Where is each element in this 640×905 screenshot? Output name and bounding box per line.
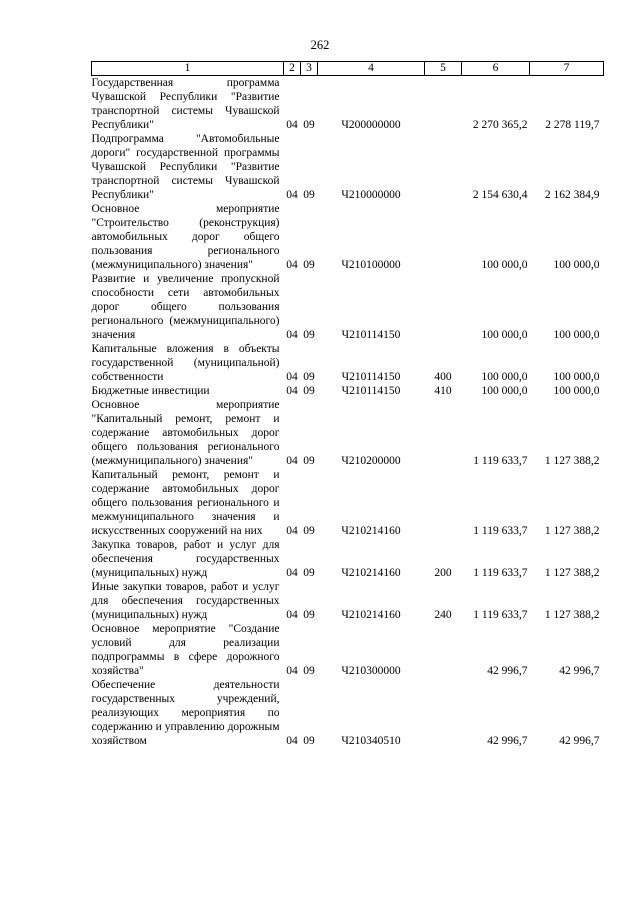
row-expense-type-cell: 410 <box>434 385 452 397</box>
row-subsection-cell: 09 <box>303 735 315 747</box>
table-row <box>92 76 604 133</box>
row-name-cell: Иные закупки товаров, работ и услуг для обеспечения государственных (муниципальных) нужд <box>91 581 280 621</box>
row-target-article-cell: Ч200000000 <box>341 119 401 131</box>
row-amount-year2-cell: 100 000,0 <box>553 329 600 341</box>
row-name-cell: Бюджетные инвестиции <box>91 385 210 397</box>
row-target-article-cell: Ч210114150 <box>341 385 401 397</box>
row-name-cell: Развитие и увеличение пропускной способности сети автомобильных дорог общего пользования регионального (межмуниципального) значения <box>91 273 280 341</box>
row-subsection-cell: 09 <box>303 259 315 271</box>
row-expense-type-cell <box>425 132 462 202</box>
row-name-cell: Закупка товаров, работ и услуг для обеспечения государственных (муниципальных) нужд <box>91 539 280 579</box>
table-row <box>92 272 604 342</box>
row-amount-year1-cell: 100 000,0 <box>481 329 528 341</box>
row-amount-year2-cell: 1 127 388,2 <box>544 609 600 621</box>
row-name-cell: Капитальный ремонт, ремонт и содержание автомобильных дорог общего пользования регионального и межмуниципального значения и искусственных сооружений на них <box>91 469 280 537</box>
table-header-row <box>92 62 604 76</box>
row-expense-type-cell: 200 <box>434 567 452 579</box>
row-subsection-cell: 09 <box>303 119 315 131</box>
row-expense-type-cell <box>425 398 462 468</box>
row-name-cell: Капитальные вложения в объекты государственной (муниципальной) собственности <box>91 343 280 383</box>
row-subsection-cell: 09 <box>303 525 315 537</box>
row-amount-year2-cell: 100 000,0 <box>553 385 600 397</box>
row-expense-type-cell: 240 <box>434 609 452 621</box>
row-expense-type-cell <box>425 202 462 272</box>
header-col-6: 6 <box>462 62 530 76</box>
table-row <box>92 580 604 622</box>
row-name-cell: Основное мероприятие "Капитальный ремонт, ремонт и содержание автомобильных дорог общего пользования регионального (межмуниципального) значения" <box>91 399 280 467</box>
row-name-cell: Основное мероприятие "Строительство (реконструкция) автомобильных дорог общего пользования регионального (межмуниципального) значения" <box>91 203 280 271</box>
row-target-article-cell: Ч210114150 <box>341 371 401 383</box>
budget-table <box>91 61 604 748</box>
row-amount-year1-cell: 1 119 633,7 <box>473 455 528 467</box>
row-amount-year1-cell: 1 119 633,7 <box>473 567 528 579</box>
header-col-2: 2 <box>284 62 301 76</box>
row-name-cell: Обеспечение деятельности государственных учреждений, реализующих мероприятия по содержанию и управлению дорожным хозяйством <box>91 679 280 747</box>
header-col-5: 5 <box>425 62 462 76</box>
row-amount-year1-cell: 2 270 365,2 <box>472 119 528 131</box>
row-section-cell: 04 <box>286 189 298 201</box>
row-subsection-cell: 09 <box>303 329 315 341</box>
row-amount-year1-cell: 42 996,7 <box>487 735 528 747</box>
row-target-article-cell: Ч210000000 <box>341 189 401 201</box>
row-expense-type-cell <box>425 622 462 678</box>
row-amount-year2-cell: 100 000,0 <box>553 371 600 383</box>
row-amount-year1-cell: 100 000,0 <box>481 259 528 271</box>
row-target-article-cell: Ч210200000 <box>341 455 401 467</box>
row-amount-year2-cell: 42 996,7 <box>559 735 600 747</box>
header-col-4: 4 <box>318 62 425 76</box>
row-expense-type-cell: 400 <box>434 371 452 383</box>
row-amount-year2-cell: 100 000,0 <box>553 259 600 271</box>
row-amount-year2-cell: 2 278 119,7 <box>545 119 600 131</box>
row-section-cell: 04 <box>286 259 298 271</box>
row-target-article-cell: Ч210214160 <box>341 609 401 621</box>
row-expense-type-cell <box>425 76 462 133</box>
row-target-article-cell: Ч210114150 <box>341 329 401 341</box>
table-row <box>92 622 604 678</box>
row-target-article-cell: Ч210214160 <box>341 567 401 579</box>
row-subsection-cell: 09 <box>303 189 315 201</box>
row-section-cell: 04 <box>286 609 298 621</box>
header-col-3: 3 <box>301 62 318 76</box>
row-amount-year2-cell: 2 162 384,9 <box>544 189 600 201</box>
page-number: 262 <box>310 38 330 52</box>
row-subsection-cell: 09 <box>303 385 315 397</box>
row-section-cell: 04 <box>286 385 298 397</box>
table-row <box>92 468 604 538</box>
header-col-1: 1 <box>92 62 284 76</box>
row-target-article-cell: Ч210100000 <box>341 259 401 271</box>
row-amount-year1-cell: 2 154 630,4 <box>472 189 528 201</box>
row-expense-type-cell <box>425 468 462 538</box>
table-row <box>92 342 604 384</box>
row-expense-type-cell <box>425 678 462 748</box>
row-amount-year2-cell: 1 127 388,2 <box>544 525 600 537</box>
row-amount-year2-cell: 1 127 388,2 <box>544 455 600 467</box>
row-section-cell: 04 <box>286 567 298 579</box>
row-subsection-cell: 09 <box>303 665 315 677</box>
table-row <box>92 398 604 468</box>
row-amount-year1-cell: 1 119 633,7 <box>473 609 528 621</box>
table-row <box>92 202 604 272</box>
row-amount-year1-cell: 100 000,0 <box>481 371 528 383</box>
row-name-cell: Государственная программа Чувашской Республики "Развитие транспортной системы Чувашской Республики" <box>91 77 280 131</box>
row-amount-year1-cell: 1 119 633,7 <box>473 525 528 537</box>
row-target-article-cell: Ч210340510 <box>341 735 401 747</box>
row-expense-type-cell <box>425 272 462 342</box>
row-section-cell: 04 <box>286 329 298 341</box>
row-subsection-cell: 09 <box>303 609 315 621</box>
row-name-cell: Подпрограмма "Автомобильные дороги" государственной программы Чувашской Республики "Развитие транспортной системы Чувашской Республики" <box>91 133 280 201</box>
row-name-cell: Основное мероприятие "Создание условий для реализации подпрограммы в сфере дорожного хозяйства" <box>91 623 280 677</box>
row-section-cell: 04 <box>286 665 298 677</box>
row-section-cell: 04 <box>286 525 298 537</box>
header-col-7: 7 <box>530 62 604 76</box>
row-amount-year1-cell: 42 996,7 <box>487 665 528 677</box>
row-target-article-cell: Ч210214160 <box>341 525 401 537</box>
row-subsection-cell: 09 <box>303 455 315 467</box>
row-subsection-cell: 09 <box>303 371 315 383</box>
table-row <box>92 384 604 398</box>
row-amount-year2-cell: 42 996,7 <box>559 665 600 677</box>
row-section-cell: 04 <box>286 735 298 747</box>
row-amount-year2-cell: 1 127 388,2 <box>544 567 600 579</box>
table-row <box>92 132 604 202</box>
row-section-cell: 04 <box>286 371 298 383</box>
row-target-article-cell: Ч210300000 <box>341 665 401 677</box>
table-row <box>92 678 604 748</box>
row-section-cell: 04 <box>286 455 298 467</box>
row-section-cell: 04 <box>286 119 298 131</box>
row-subsection-cell: 09 <box>303 567 315 579</box>
row-amount-year1-cell: 100 000,0 <box>481 385 528 397</box>
table-row <box>92 538 604 580</box>
